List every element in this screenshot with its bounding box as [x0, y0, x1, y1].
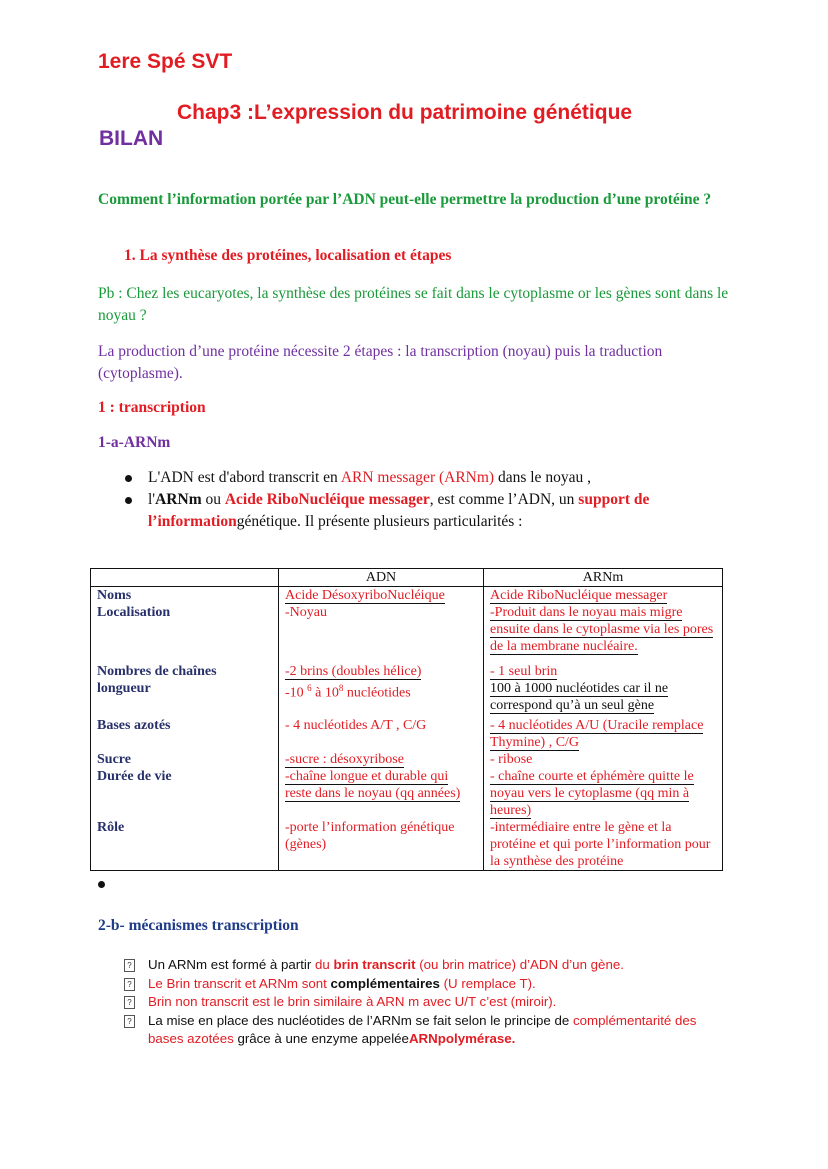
table-row [91, 717, 723, 751]
table-cell-arnm: - chaîne courte et éphémère quitte le noyau vers le cytoplasme (qq min à heures) [484, 768, 723, 819]
table-cell-arnm: -intermédiaire entre le gène et la protéine et qui porte l’information pour la synthèse des protéine [484, 819, 723, 871]
checkbox-glyph-icon: ? [124, 959, 135, 972]
table-row-label: Sucre [91, 751, 279, 768]
bullet-icon [125, 475, 132, 482]
table-cell-adn: -Noyau [279, 604, 484, 663]
table-row-label: Localisation [91, 604, 279, 663]
list-item: l'ARNm ou Acide RiboNucléique messager, est comme l’ADN, un support de l’informationgénétique. Il présente plusieurs particularités : [120, 489, 720, 533]
table-row-label: Nombres de chaînes [91, 663, 279, 680]
table-row [91, 663, 723, 680]
course-title: 1ere Spé SVT [98, 50, 233, 73]
chapter-title: Chap3 :L’expression du patrimoine génétique [177, 101, 633, 124]
table-row [91, 680, 723, 717]
adn-arnm-comparison-table [90, 568, 723, 871]
table-header-empty [91, 569, 279, 587]
list-item: L'ADN est d'abord transcrit en ARN messager (ARNm) dans le noyau , [120, 467, 720, 489]
table-cell-adn: -chaîne longue et durable qui reste dans le noyau (qq années) [279, 768, 484, 819]
list-item: ? Brin non transcrit est le brin similaire à ARN m avec U/T c’est (miroir). [124, 993, 734, 1012]
arnm-bullet-list [120, 467, 720, 533]
table-row [91, 604, 723, 663]
subsection-transcription: 1 : transcription [98, 399, 206, 416]
mecanismes-list [124, 956, 734, 1049]
subsection-mecanismes: 2-b- mécanismes transcription [98, 917, 299, 934]
table-row-label: Noms [91, 587, 279, 605]
table-header-adn: ADN [279, 569, 484, 587]
table-row-label: Durée de vie [91, 768, 279, 819]
table-row-label: longueur [91, 680, 279, 717]
table-row-label: Rôle [91, 819, 279, 871]
main-question: Comment l’information portée par l’ADN peut-elle permettre la production d’une protéine ? [98, 191, 712, 208]
table-cell-adn: -2 brins (doubles hélice) [279, 663, 484, 680]
list-item: ? Le Brin transcrit et ARNm sont complémentaires (U remplace T). [124, 975, 734, 994]
bullet-icon [98, 881, 105, 888]
checkbox-glyph-icon: ? [124, 978, 135, 991]
production-statement: La production d’une protéine nécessite 2 étapes : la transcription (noyau) puis la traduction (cytoplasme). [98, 343, 663, 382]
table-header-arnm: ARNm [484, 569, 723, 587]
bilan-heading: BILAN [99, 127, 164, 150]
list-item: ? La mise en place des nucléotides de l’ARNm se fait selon le principe de complémentarité des bases azotées grâce à une enzyme appeléeARNpolymérase. [124, 1012, 734, 1049]
table-row [91, 751, 723, 768]
bullet-icon [125, 497, 132, 504]
checkbox-glyph-icon: ? [124, 1015, 135, 1028]
subsection-arnm: 1-a-ARNm [98, 434, 171, 451]
table-row [91, 768, 723, 819]
table-cell-adn: - 4 nucléotides A/T , C/G [279, 717, 484, 751]
table-cell-adn: -10 $^6$ à $10^8$ nucléotides [279, 680, 484, 717]
table-header-row [91, 569, 723, 587]
table-cell-arnm: Acide RiboNucléique messager [484, 587, 723, 605]
table-row [91, 819, 723, 871]
checkbox-glyph-icon: ? [124, 996, 135, 1009]
list-item: ? Un ARNm est formé à partir du brin transcrit (ou brin matrice) d’ADN d’un gène. [124, 956, 734, 975]
section-1-heading: 1. La synthèse des protéines, localisation et étapes [124, 247, 452, 264]
table-cell-arnm: - ribose [484, 751, 723, 768]
table-cell-adn: Acide DésoxyriboNucléique [279, 587, 484, 605]
table-cell-arnm: 100 à 1000 nucléotides car il ne correspond qu’à un seul gène [484, 680, 723, 717]
table-cell-arnm: -Produit dans le noyau mais migre ensuite dans le cytoplasme via les pores de la membrane nucléaire. [484, 604, 723, 663]
table-cell-arnm: - 1 seul brin [484, 663, 723, 680]
table-cell-adn: -porte l’information génétique (gènes) [279, 819, 484, 871]
table-row-label: Bases azotés [91, 717, 279, 751]
table-row [91, 587, 723, 605]
problem-statement: Pb : Chez les eucaryotes, la synthèse des protéines se fait dans le cytoplasme or les gènes sont dans le noyau ? [98, 285, 729, 324]
table-cell-adn: -sucre : désoxyribose [279, 751, 484, 768]
table-cell-arnm: - 4 nucléotides A/U (Uracile remplace Thymine) , C/G [484, 717, 723, 751]
